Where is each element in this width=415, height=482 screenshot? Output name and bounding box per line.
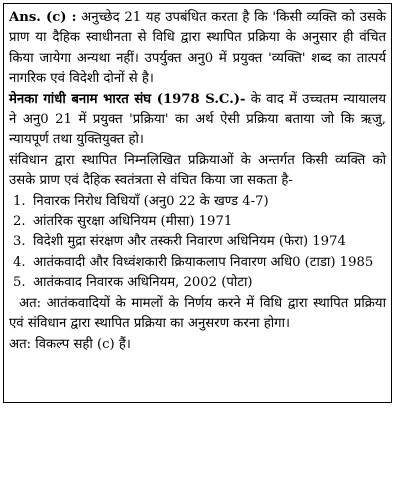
list-item-text: आतंकवाद निवारक अधिनियम, 2002 (पोटा) <box>33 275 253 291</box>
final-answer: अत: विकल्प सही (c) हैं। <box>9 336 131 352</box>
list-item-number: 3. <box>13 234 26 250</box>
list-item-number: 2. <box>13 214 26 230</box>
case-paragraph <box>9 90 386 151</box>
list-item-number: 4. <box>13 254 26 270</box>
list-item <box>9 273 386 293</box>
procedure-list <box>9 192 386 294</box>
answer-box <box>3 3 392 403</box>
list-item <box>9 192 386 212</box>
answer-label: Ans. (c) : <box>9 10 77 25</box>
conclusion-paragraph: अत: आतंकवादियों के मामलों के निर्णय करने में विधि द्वारा स्थापित प्रक्रिया एवं संविधान द्वारा स्थापित प्रक्रिया का अनुसरण करना होगा। <box>9 295 386 332</box>
answer-intro-paragraph <box>9 8 386 90</box>
list-item-text: आंतरिक सुरक्षा अधिनियम (मीसा) 1971 <box>33 214 233 230</box>
list-item <box>9 232 386 252</box>
list-item-text: निवारक निरोध विधियाँ (अनु0 22 के खण्ड 4-7) <box>33 193 269 209</box>
list-intro-paragraph: संविधान द्वारा स्थापित निम्नलिखित प्रक्रियाओं के अन्तर्गत किसी व्यक्ति को उसके प्राण एवं दैहिक स्वतंत्रता से वंचित किया जा सकता है- <box>9 152 386 189</box>
case-text: के वाद में उच्चतम न्यायालय ने अनु0 21 में प्रयुक्त 'प्रक्रिया' का अर्थ ऐसी प्रक्रिया बताया जो कि ऋजु, न्यायपूर्ण तथा युक्तियुक्त हो। <box>9 91 386 148</box>
list-item <box>9 253 386 273</box>
case-name: मेनका गांधी बनाम भारत संघ (1978 S.C.)- <box>9 91 246 107</box>
list-item-text: विदेशी मुद्रा संरक्षण और तस्करी निवारण अधिनियम (फेरा) 1974 <box>33 234 346 250</box>
answer-intro-text: अनुच्छेद 21 यह उपबंधित करता है कि 'किसी व्यक्ति को उसके प्राण या दैहिक स्वाधीनता से विधि द्वारा स्थापित प्रक्रिया के अनुसार ही वंचित किया जायेगा अन्यथा नहीं। उपर्युक्त अनु0 में प्रयुक्त 'व्यक्ति' शब्द का तात्पर्य नागरिक एवं विदेशी दोनों से है। <box>9 10 386 87</box>
list-item-number: 1. <box>13 193 26 209</box>
list-item-number: 5. <box>13 275 26 291</box>
list-item-text: आतंकवादी और विध्वंशकारी क्रियाकलाप निवारण अधि0 (टाडा) 1985 <box>33 254 374 270</box>
list-item <box>9 212 386 232</box>
